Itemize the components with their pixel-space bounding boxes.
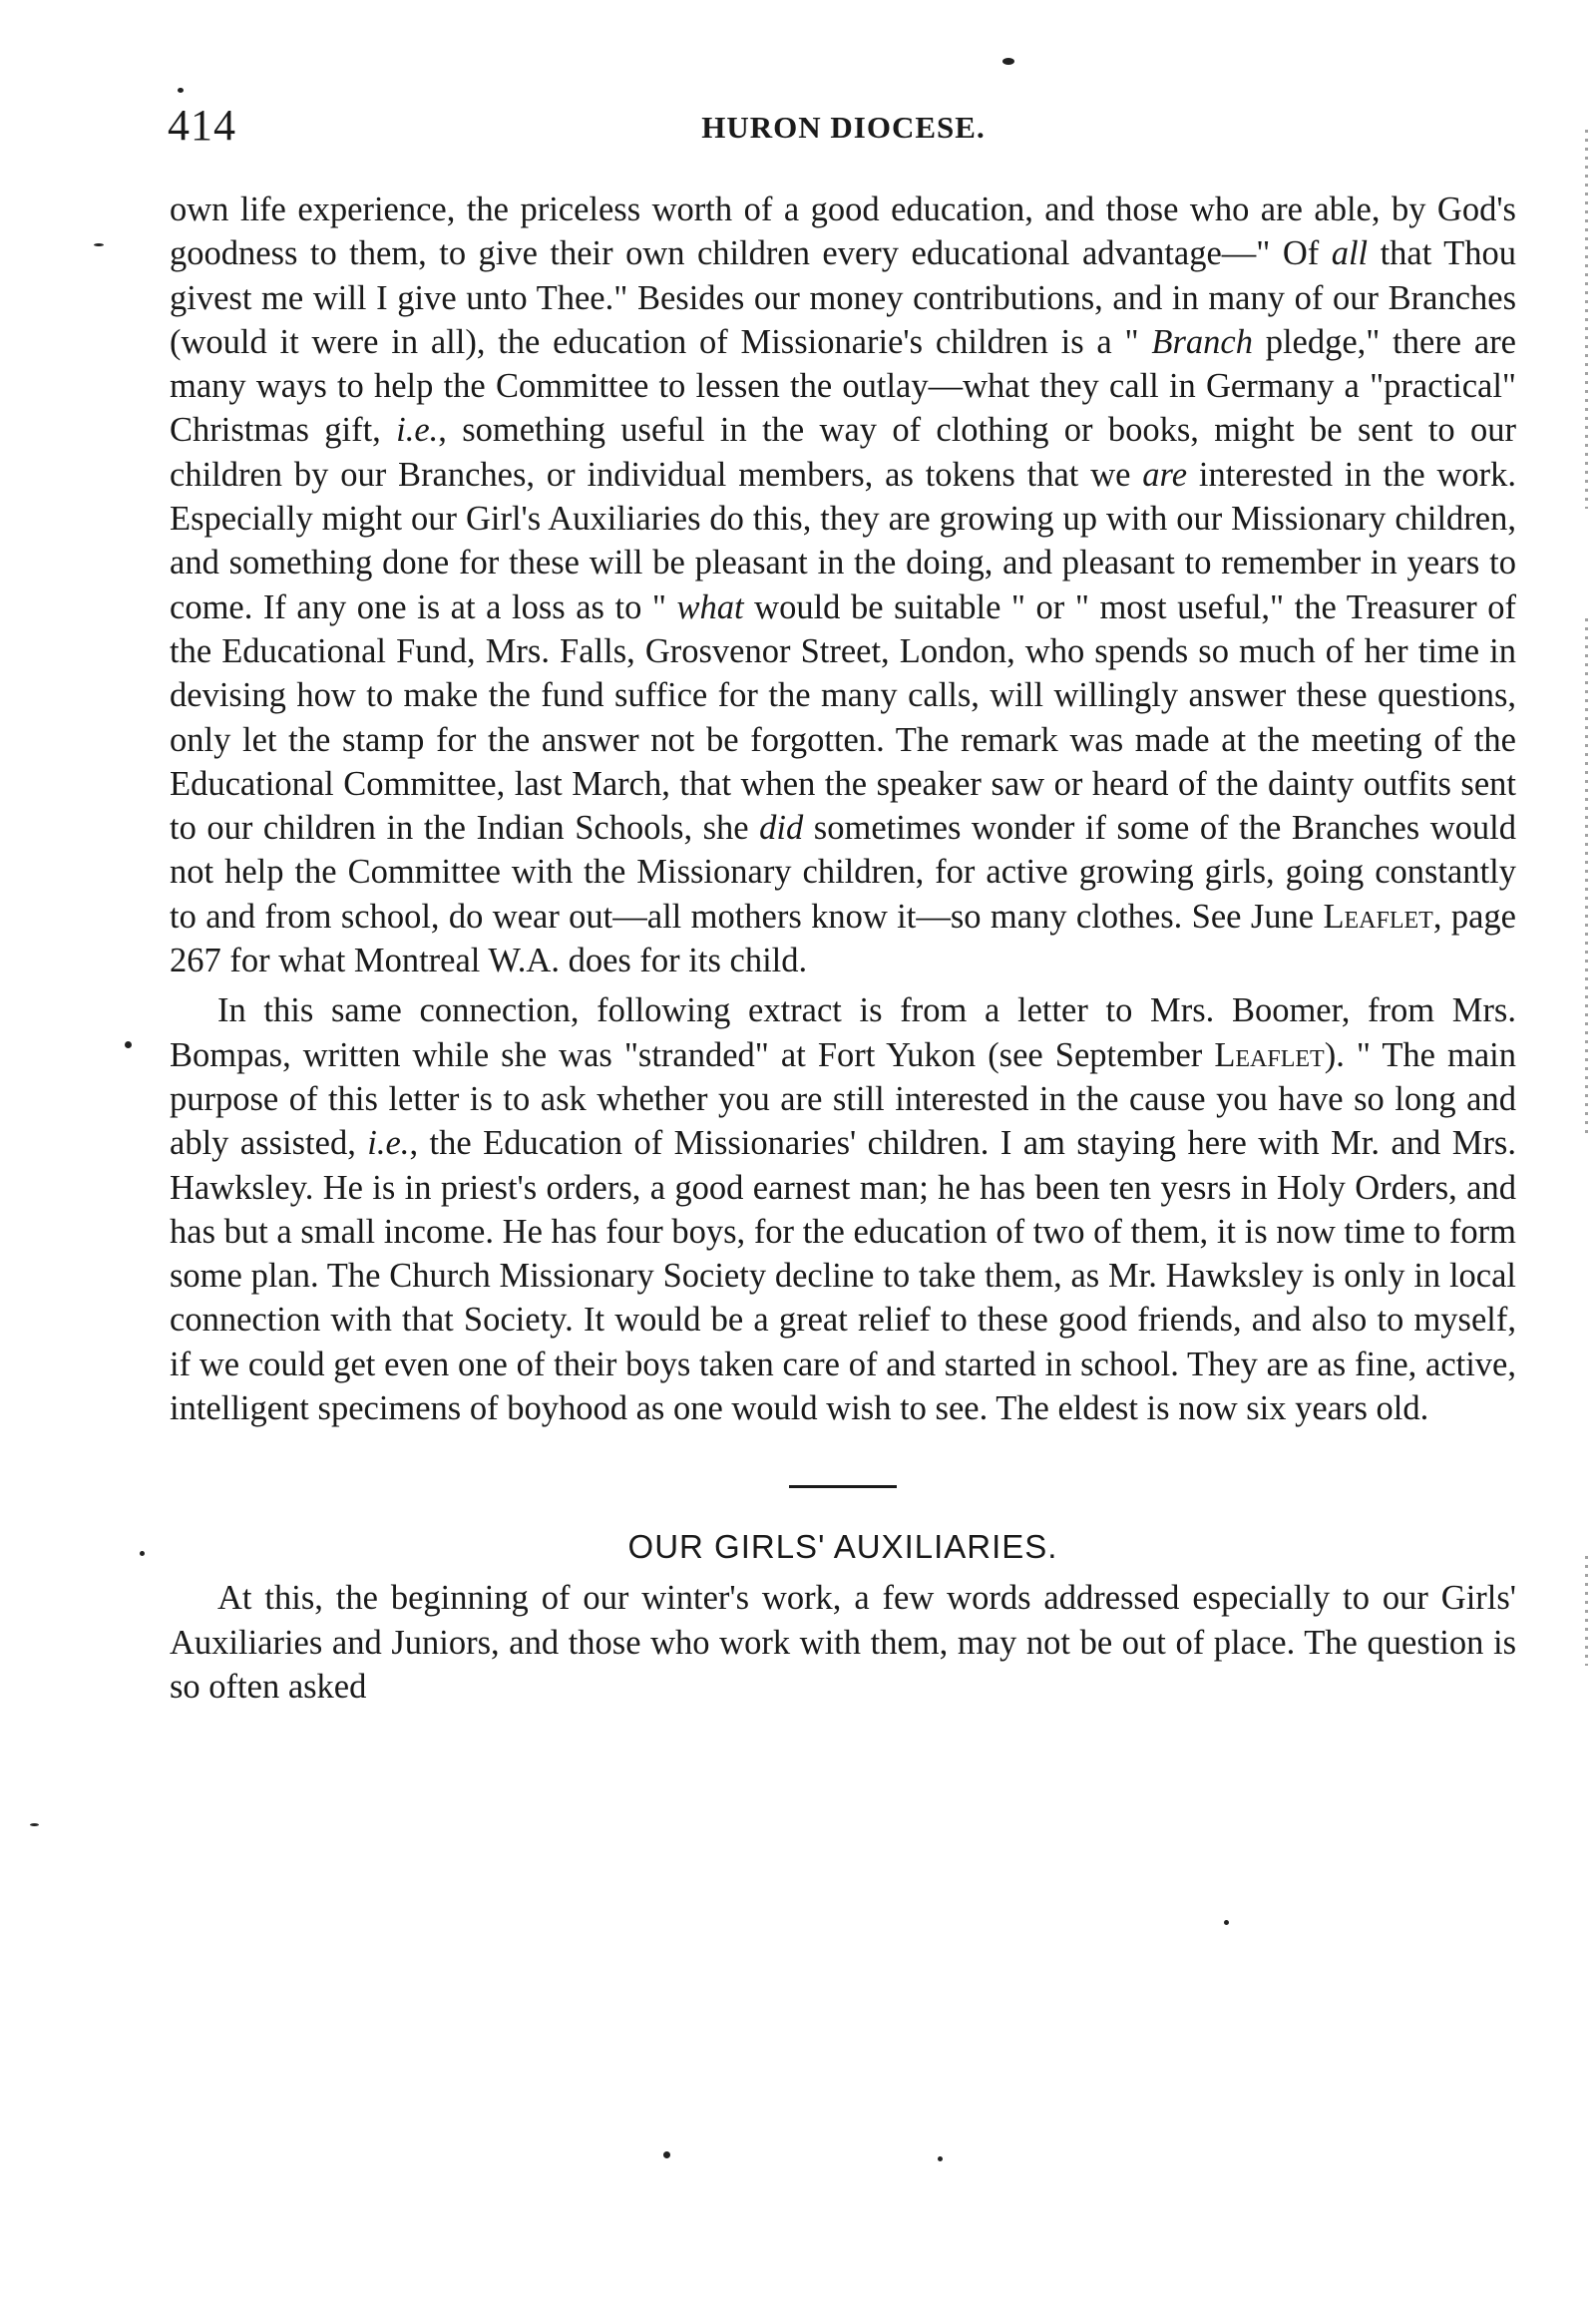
section-title: OUR GIRLS' AUXILIARIES. [627,1528,1058,1566]
scan-edge-marks [1585,1556,1588,1666]
scan-speck [178,88,184,93]
text-run: , something useful in the way of clothing or books, might be sent to our children by our Branches, or individual members, as tokens that we [170,411,1516,494]
scan-speck [30,1823,39,1826]
text-run: sometimes wonder if some of the Branches would not help the Committee with the Missionary children, for active growing girls, going constantly to and from school, do wear out—all mothers know it—so many clothes. See June [170,809,1517,936]
italic-run: i.e. [396,411,439,450]
text-run: interested in the work. Especially might our Girl's Auxiliaries do this, they are growing up with our Missionary children, and something done for these will be pleasant in the doing, and pleasant to remember in years to come. If any one is at a loss as to " [170,455,1517,626]
text-run: that Thou givest me will I give unto Thee." Besides our money contributions, and in many of our Branches (would it were in all), the education of Missionarie's children is a " [170,234,1516,361]
scan-speck [1002,58,1014,65]
text-run: own life experience, the priceless worth of a good education, and those who are able, by God's goodness to them, to give their own children every educational advantage—" Of [170,191,1516,273]
italic-run: i.e. [367,1124,410,1163]
running-head: HURON DIOCESE. [701,110,986,145]
body-text [170,188,1516,1709]
text-run: In this same connection, following extract is from a letter to Mrs. Boomer, from Mrs. Bompas, written while she was "stranded" at Fort Yukon (see September [170,991,1516,1074]
text-run: would be suitable " or " most useful," the Treasurer of the Educational Fund, Mrs. Falls, Grosvenor Street, London, who spends so much of her time in devising how to make the fund suffice for the many calls, will willingly answer these questions, only let the stamp for the answer not be forgotten. The remark was made at the meeting of the Educational Committee, last March, that when the speaker saw or heard of the dainty outfits sent to our children in the Indian Schools, she [170,587,1516,848]
text-run: , page 267 for what Montreal W.A. does for its child. [170,897,1516,980]
scan-speck [125,1041,132,1048]
text-run: ). " The main purpose of this letter is to ask whether you are still interested in the cause you have so long and ably assisted, [170,1035,1516,1163]
paragraph-1 [170,188,1516,982]
page-number: 414 [168,101,236,150]
scan-speck [938,2156,943,2161]
page-header [168,100,1519,160]
scan-edge-marks [1585,618,1588,1137]
paragraph-3: At this, the beginning of our winter's work, a few words addressed especially to our Girls' Auxiliaries and Juniors, and those who work with them, may not be out of place. The question is so often asked [170,1579,1516,1706]
small-caps-run: Leaflet [1323,897,1433,936]
italic-run: all [1331,234,1369,273]
italic-run: what [676,587,744,626]
italic-run: Branch [1151,322,1253,361]
paragraph-2 [170,988,1516,1430]
italic-run: are [1142,455,1188,494]
section-divider [789,1485,897,1488]
scan-edge-marks [1585,130,1588,509]
scan-speck [663,2151,670,2158]
scan-speck [94,243,104,246]
text-run: , the Education of Missionaries' children. I am staying here with Mr. and Mrs. Hawksley. He is in priest's orders, a good earnest man; he has been ten yesrs in Holy Orders, and has but a small income. He has four boys, for the education of two of them, it is now time to form some plan. The Church Missionary Society decline to take them, as Mr. Hawksley is only in local connection with that Society. It would be a great relief to these good friends, and also to myself, if we could get even one of their boys taken care of and started in school. They are as fine, active, intelligent specimens of boyhood as one would wish to see. The eldest is now six years old. [170,1124,1516,1428]
scan-speck [1224,1920,1229,1925]
italic-run: did [759,809,804,848]
scan-speck [140,1551,145,1556]
text-run: pledge," there are many ways to help the Committee to lessen the outlay—what they call in Germany a "practical" Christmas gift, [170,322,1516,450]
small-caps-run: Leaflet [1214,1035,1325,1074]
